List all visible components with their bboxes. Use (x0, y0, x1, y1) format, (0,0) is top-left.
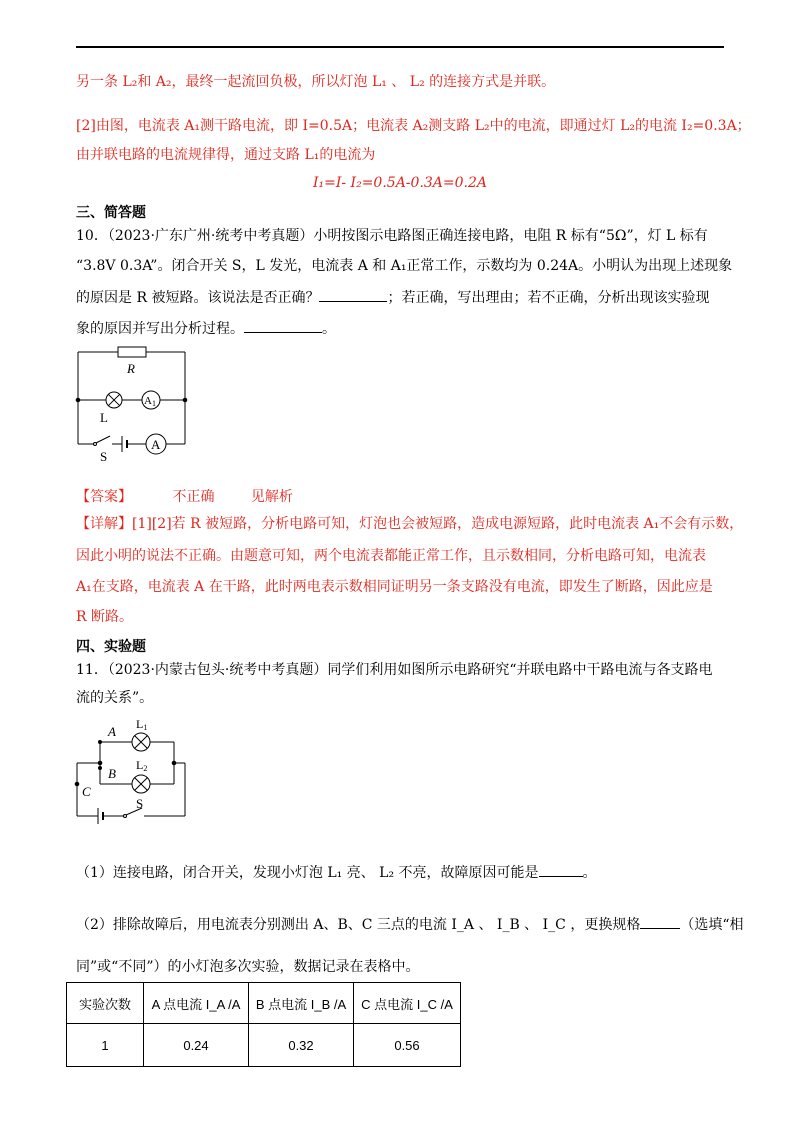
text-line: [2]由图，电流表 A₁测干路电流，即 I=0.5A；电流表 A₂测支路 L₂中的电流，即通过灯 L₂的电流 I₂=0.3A； (76, 118, 751, 134)
label-S: S (100, 449, 108, 464)
table-cell: 0.32 (249, 1024, 354, 1067)
detail-text: A₁在支路，电流表 A 在干路，此时两电表示数相同证明另一条支路没有电流，即发生了断路，因此应是 (76, 579, 713, 595)
answer-2: 见解析 (250, 489, 293, 505)
table-header-cell: C 点电流 I_C /A (354, 983, 461, 1024)
question-text: 流的关系”。 (76, 690, 154, 706)
section-title: 三、简答题 (76, 205, 146, 221)
answer-blank[interactable] (539, 862, 583, 877)
question-text (76, 318, 336, 339)
label-S: S (136, 796, 144, 811)
answer-line (76, 487, 293, 507)
question-part (76, 914, 744, 935)
label-L1: L1 (136, 717, 148, 732)
detail-text: 因此小明的说法不正确。由题意可知，两个电流表都能正常工作，且示数相同，分析电路可知，电流表 (76, 548, 706, 564)
table-cell: 1 (67, 1024, 144, 1067)
question-text-part: 象的原因并写出分析过程。 (76, 321, 244, 337)
answer-blank[interactable] (244, 318, 322, 333)
circuit-diagram-1 (70, 340, 200, 470)
detail-text: R 断路。 (76, 609, 133, 625)
answer-blank[interactable] (319, 287, 387, 302)
label-A: A (108, 724, 116, 739)
resistor-symbol (118, 347, 146, 357)
label-C: C (82, 784, 91, 799)
question-text-part: 的原因是 R 被短路。该说法是否正确？ (76, 290, 320, 306)
table-cell: 0.24 (144, 1024, 249, 1067)
text-line: 由并联电路的电流规律得，通过支路 L₁的电流为 (76, 147, 376, 163)
label-L2: L2 (136, 758, 148, 773)
data-table (66, 982, 461, 1067)
question-text-part: 。 (582, 865, 597, 881)
table-cell: 0.56 (354, 1024, 461, 1067)
question-text-part: （2）排除故障后，用电流表分别测出 A、B、C 三点的电流 I_A 、 I_B 、 I_C ，更换规格 (76, 917, 641, 933)
formula: I₁=I- I₂=0.5A-0.3A=0.2A (312, 175, 488, 191)
question-text: “3.8V 0.3A”。闭合开关 S，L 发光，电流表 A 和 A₁正常工作，示数均为 0.24A。小明认为出现上述现象 (76, 258, 733, 274)
question-text-part: ；若正确，写出理由；若不正确，分析出现该实验现 (387, 290, 710, 306)
answer-blank[interactable] (640, 914, 680, 929)
label-B: B (108, 766, 116, 781)
question-part (76, 862, 597, 883)
label-A: A (151, 437, 161, 452)
question-text-part: （1）连接电路，闭合开关，发现小灯泡 L₁ 亮、 L₂ 不亮，故障原因可能是 (76, 865, 539, 881)
answer-label: 【答案】 (76, 489, 132, 505)
question-text: 10．（2023·广东广州·统考中考真题）小明按图示电路图正确连接电路，电阻 R 标有“5Ω”，灯 L 标有 (76, 228, 708, 244)
section-title: 四、实验题 (76, 639, 146, 655)
table-row (67, 1024, 461, 1067)
question-part: 同”或“不同”）的小灯泡多次实验，数据记录在表格中。 (76, 959, 420, 975)
text-line: 另一条 L₂和 A₂，最终一起流回负极，所以灯泡 L₁ 、 L₂ 的连接方式是并联。 (76, 74, 556, 90)
question-text-part: 。 (322, 321, 336, 337)
table-header-cell: 实验次数 (67, 983, 144, 1024)
question-text (76, 287, 709, 308)
header-rule (76, 46, 724, 48)
table-header-cell: A 点电流 I_A /A (144, 983, 249, 1024)
detail-text: 【详解】[1][2]若 R 被短路，分析电路可知，灯泡也会被短路，造成电源短路，此时电流表 A₁不会有示数， (76, 516, 744, 532)
label-L: L (100, 410, 108, 425)
table-header-row (67, 983, 461, 1024)
table-header-cell: B 点电流 I_B /A (249, 983, 354, 1024)
question-text-part: （选填“相 (680, 917, 744, 933)
label-A1: A1 (144, 395, 156, 408)
answer-1: 不正确 (172, 489, 215, 505)
label-R: R (127, 361, 135, 376)
circuit-diagram-2 (72, 716, 192, 828)
question-text: 11．（2023·内蒙古包头·统考中考真题）同学们利用如图所示电路研究“并联电路中干路电流与各支路电 (76, 662, 713, 678)
